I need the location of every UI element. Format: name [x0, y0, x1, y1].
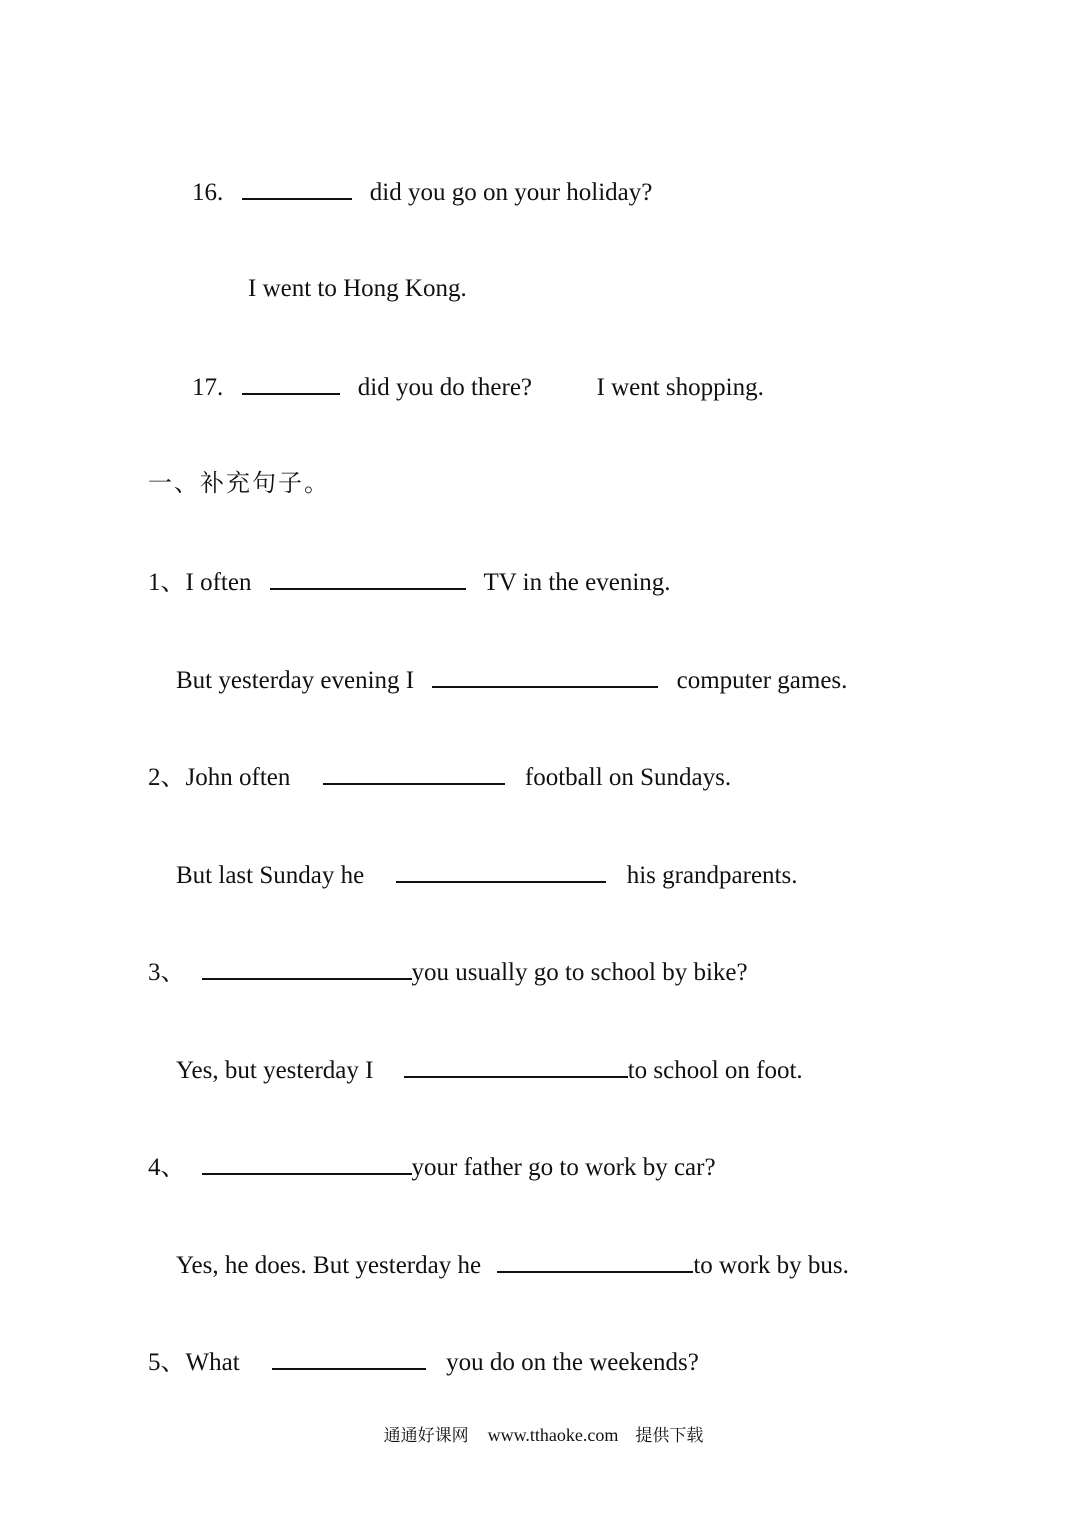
- item-1: [148, 566, 671, 596]
- page-footer: [0, 1424, 1087, 1447]
- item-text-after: you usually go to school by bike?: [411, 959, 748, 986]
- answer-blank[interactable]: [323, 761, 505, 785]
- question-17: [192, 371, 764, 401]
- answer-text: I went shopping.: [596, 374, 764, 401]
- item-2-followup: [176, 859, 797, 889]
- question-text: did you do there?: [357, 374, 533, 401]
- item-text-after: to work by bus.: [693, 1252, 849, 1279]
- section-heading: 一、补充句子。: [148, 469, 330, 497]
- item-text-after: computer games.: [676, 667, 848, 694]
- item-text-before: Yes, but yesterday I: [176, 1057, 374, 1084]
- item-number: 1、: [148, 569, 186, 596]
- answer-blank[interactable]: [432, 664, 658, 688]
- question-number: 17.: [192, 374, 224, 401]
- item-text-before: John often: [185, 764, 291, 791]
- item-number: 4、: [148, 1154, 186, 1181]
- answer-blank[interactable]: [202, 1151, 412, 1175]
- item-3: [148, 956, 748, 986]
- answer-blank[interactable]: [272, 1346, 426, 1370]
- item-2: [148, 761, 731, 791]
- item-number: 5、: [148, 1349, 186, 1376]
- answer-text: I went to Hong Kong.: [248, 275, 467, 302]
- footer-download-text: 提供下载: [635, 1426, 704, 1446]
- item-1-followup: [176, 664, 847, 694]
- item-number: 2、: [148, 764, 186, 791]
- question-number: 16.: [192, 179, 224, 206]
- item-4-followup: [176, 1249, 849, 1279]
- item-4: [148, 1151, 716, 1181]
- item-text-before: Yes, he does. But yesterday he: [176, 1252, 482, 1279]
- footer-site-name: 通通好课网: [383, 1426, 469, 1446]
- answer-blank[interactable]: [404, 1054, 628, 1078]
- footer-url[interactable]: www.tthaoke.com: [487, 1425, 619, 1445]
- item-text-before: But yesterday evening I: [176, 667, 415, 694]
- item-text-before: What: [185, 1349, 240, 1376]
- item-text-before: But last Sunday he: [176, 862, 365, 889]
- answer-blank[interactable]: [270, 566, 466, 590]
- item-text-after: your father go to work by car?: [411, 1154, 716, 1181]
- item-text-after: TV in the evening.: [483, 569, 671, 596]
- item-3-followup: [176, 1054, 803, 1084]
- item-text-after: to school on foot.: [627, 1057, 803, 1084]
- question-16: [192, 176, 652, 206]
- answer-blank[interactable]: [242, 371, 340, 395]
- answer-blank[interactable]: [396, 859, 606, 883]
- item-number: 3、: [148, 959, 186, 986]
- item-text-after: his grandparents.: [626, 862, 798, 889]
- answer-blank[interactable]: [497, 1249, 693, 1273]
- question-text: did you go on your holiday?: [369, 179, 653, 206]
- item-text-after: football on Sundays.: [524, 764, 732, 791]
- item-5: [148, 1346, 699, 1376]
- answer-blank[interactable]: [202, 956, 412, 980]
- answer-16: [248, 274, 467, 304]
- answer-blank[interactable]: [242, 176, 352, 200]
- item-text-before: I often: [185, 569, 252, 596]
- item-text-after: you do on the weekends?: [446, 1349, 699, 1376]
